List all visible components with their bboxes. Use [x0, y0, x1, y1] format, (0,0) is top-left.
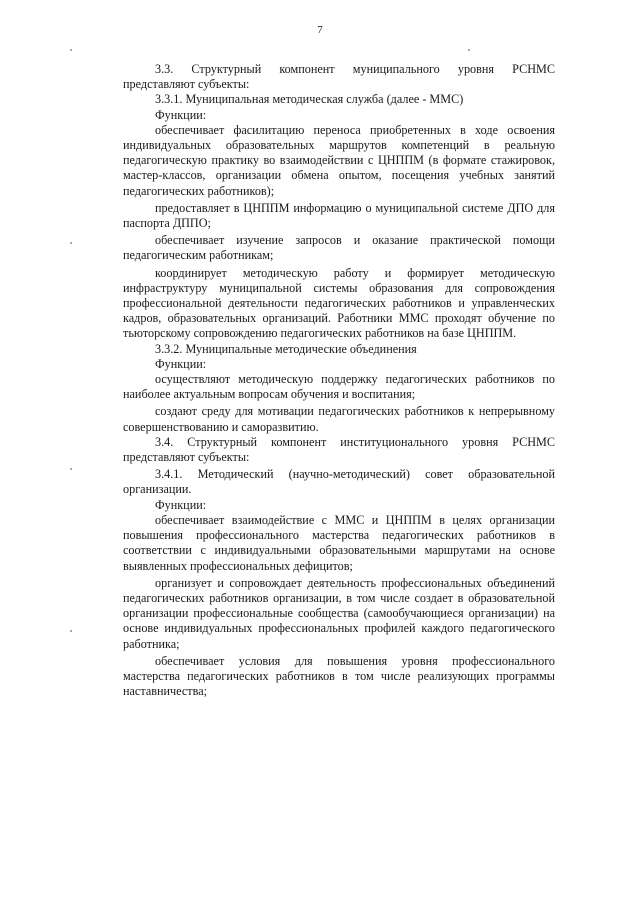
scan-speck: [70, 242, 72, 244]
paragraph: предоставляет в ЦНППМ информацию о муниципальной системе ДПО для паспорта ДППО;: [123, 200, 555, 231]
paragraph: 3.4.1. Методический (научно-методический) совет образовательной организации.: [123, 467, 555, 497]
paragraph: 3.4. Структурный компонент институционального уровня РСНМС: [155, 434, 555, 449]
scan-speck: [70, 468, 72, 470]
paragraph: Функции:: [155, 356, 207, 371]
paragraph: Функции:: [155, 107, 207, 122]
page-number: 7: [317, 24, 323, 36]
paragraph: 3.3.2. Муниципальные методические объединения: [155, 341, 417, 356]
paragraph: организует и сопровождает деятельность профессиональных объединений педагогических работников организации, в том числе создает в образовательной организации профессиональные сообщества (самообучающиеся организации) на основе индивидуальных профессиональных профилей каждого педагогического работника;: [123, 575, 555, 651]
paragraph: осуществляют методическую поддержку педагогических работников по наиболее актуальным вопросам обучения и воспитания;: [123, 372, 555, 402]
paragraph: 3.3.1. Муниципальная методическая служба (далее - ММС): [155, 92, 464, 107]
paragraph: обеспечивает фасилитацию переноса приобретенных в ходе освоения индивидуальных образовательных маршрутов компетенций в реальную педагогическую практику во взаимодействии с ЦНППМ (в формате стажировок, мастер-классов, организации обмена опытом, посещения учебных занятий педагогических работников);: [123, 122, 555, 198]
scan-speck: [70, 49, 72, 51]
paragraph: создают среду для мотивации педагогических работников к непрерывному совершенствованию и саморазвитию.: [123, 404, 555, 434]
document-body: [123, 62, 555, 699]
paragraph: 3.3. Структурный компонент муниципального уровня РСНМС: [155, 62, 555, 76]
paragraph: Функции:: [155, 497, 207, 512]
paragraph: координирует методическую работу и формирует методическую инфраструктуру муниципальной системы образования для сопровождения профессиональной деятельности педагогических работников и управленческих кадров, образовательных организаций. Работники ММС проходят обучение по тьюторскому сопровождению педагогических работников на базе ЦНППМ.: [123, 265, 555, 341]
paragraph: обеспечивает взаимодействие с ММС и ЦНППМ в целях организации повышения профессионального мастерства педагогических работников в соответствии с индивидуальными образовательными маршрутами на основе выявленных профессиональных дефицитов;: [123, 512, 555, 573]
paragraph: обеспечивает изучение запросов и оказание практической помощи педагогическим работникам;: [123, 233, 555, 263]
paragraph: представляют субъекты:: [123, 450, 250, 465]
scan-speck: [468, 49, 470, 51]
paragraph: обеспечивает условия для повышения уровня профессионального мастерства педагогических работников в том числе реализующих программы наставничества;: [123, 653, 555, 699]
paragraph: представляют субъекты:: [123, 77, 250, 92]
scan-speck: [70, 630, 72, 632]
